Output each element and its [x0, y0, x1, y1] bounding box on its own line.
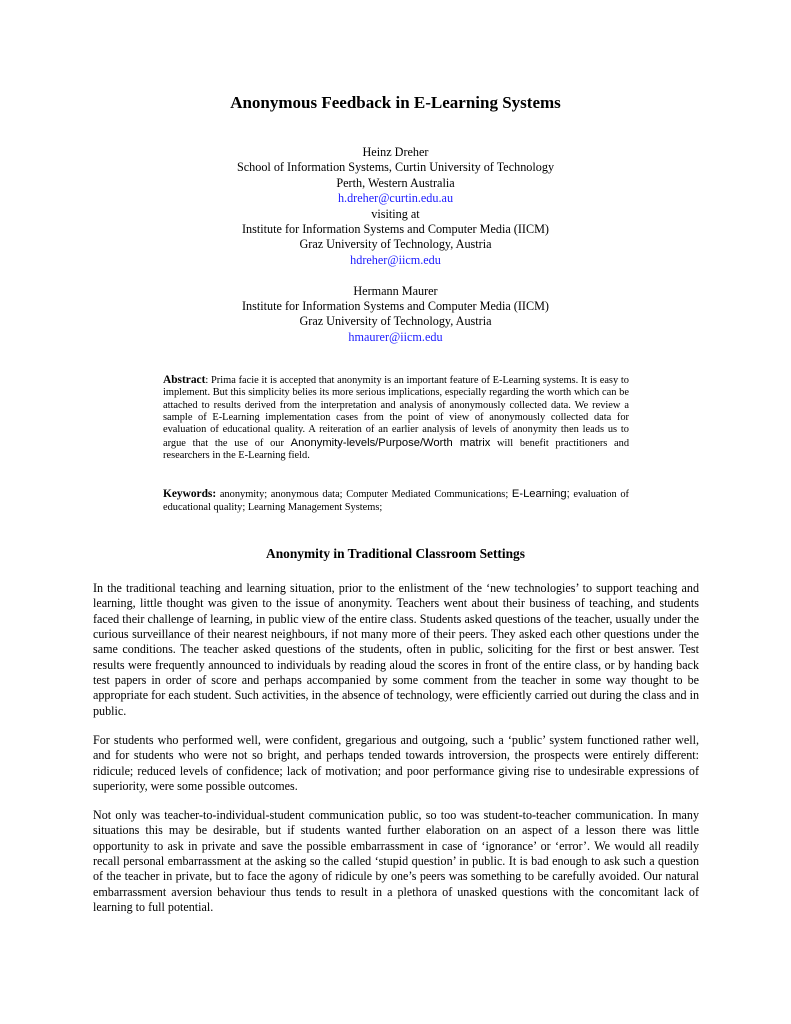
keywords-elearning: E-Learning;: [511, 488, 570, 500]
abstract-matrix-name: Anonymity-levels/Purpose/Worth matrix: [290, 436, 491, 449]
body-paragraph: In the traditional teaching and learning situation, prior to the enlistment of the ‘new technologies’ to support teaching and learning, little thought was given to the issue of anonymity. Teachers went about their business of teaching, and students faced their challenge of learning, in public view of the entire class. Students asked questions of the teacher, usually under the curious surveillance of their nearest neighbours, if not many more of their peers. They asked each other questions under the same conditions. The teacher asked questions of the students, often in public, soliciting for the first or best answer. Test results were frequently announced to individuals by reading aloud the scores in front of the entire class, or by handing back test papers in order of score and perhaps accompanied by some comment from the teacher in some way thought to be appropriate for each student. Such activities, in the absence of technology, were efficiently carried out during the class and in public.: [93, 581, 699, 718]
keywords: [163, 488, 629, 515]
paper-title: Anonymous Feedback in E-Learning Systems: [230, 93, 561, 112]
author2-university: Graz University of Technology, Austria: [299, 314, 492, 329]
visiting-email-link[interactable]: hdreher@iicm.edu: [350, 252, 441, 267]
author2-institute: Institute for Information Systems and Computer Media (IICM): [241, 299, 549, 314]
visiting-university: Graz University of Technology, Austria: [299, 237, 492, 252]
abstract: [163, 374, 629, 462]
author-block: [0, 145, 791, 345]
author-name: Heinz Dreher: [362, 145, 429, 159]
author-spacer: [0, 268, 791, 283]
abstract-text-1: : Prima facie it is accepted that anonymity is an important feature of E-Learning systems. It is easy to implement. But this simplicity belies its more serious implications, especially regarding the worth which can be attached to results derived from the interpretation and analysis of anonymously collected data. We review a sample of E-Learning implementation cases from the point of view of anonymously collected data for evaluation of educational quality. A reiteration of an earlier analysis of levels of anonymity then leads us to argue that the use of our: [163, 375, 629, 449]
keywords-text-2: evaluation of educational quality; Learning Management Systems;: [163, 489, 629, 514]
author-affiliation: School of Information Systems, Curtin University of Technology: [236, 160, 555, 175]
body-paragraph: For students who performed well, were confident, gregarious and outgoing, such a ‘public’ system functioned rather well, and for students who were not so bright, and perhaps tended towards introversion, the prospects were entirely different: ridicule; reduced levels of confidence; lack of motivation; and poor performance giving rise to undesirable expressions of superiority, were some possible outcomes.: [93, 733, 699, 794]
visiting-label: visiting at: [371, 206, 420, 221]
author-email-link[interactable]: h.dreher@curtin.edu.au: [337, 191, 454, 206]
body-paragraph: Not only was teacher-to-individual-student communication public, so too was student-to-teacher communication. In many situations this may be desirable, but if students wanted further elaboration on an aspect of a lesson there was little opportunity to ask in private and save the possible embarrassment in case of ‘ignorance’ or ‘error’. We would all readily recall personal embarrassment at the asking so the called ‘stupid question’ in public. It is bad enough to ask such a question of the teacher in private, but to face the agony of ridicule by one’s peers was something to be carefully avoided. Our natural embarrassment aversion behaviour thus tends to result in a plethora of unasked questions with the concomitant lack of learning to full potential.: [93, 808, 699, 915]
author2-email-link[interactable]: hmaurer@iicm.edu: [348, 329, 443, 344]
keywords-label: Keywords:: [163, 488, 217, 500]
visiting-institute: Institute for Information Systems and Computer Media (IICM): [241, 222, 549, 237]
author2-name: Hermann Maurer: [353, 283, 438, 298]
keywords-text-1: anonymity; anonymous data; Computer Mediated Communications;: [216, 489, 512, 500]
abstract-text-2: will benefit practitioners and researchers in the E-Learning field.: [163, 437, 630, 462]
abstract-label: Abstract: [163, 374, 206, 386]
section-heading: Anonymity in Traditional Classroom Settings: [266, 546, 525, 561]
author-location: Perth, Western Australia: [336, 175, 455, 190]
